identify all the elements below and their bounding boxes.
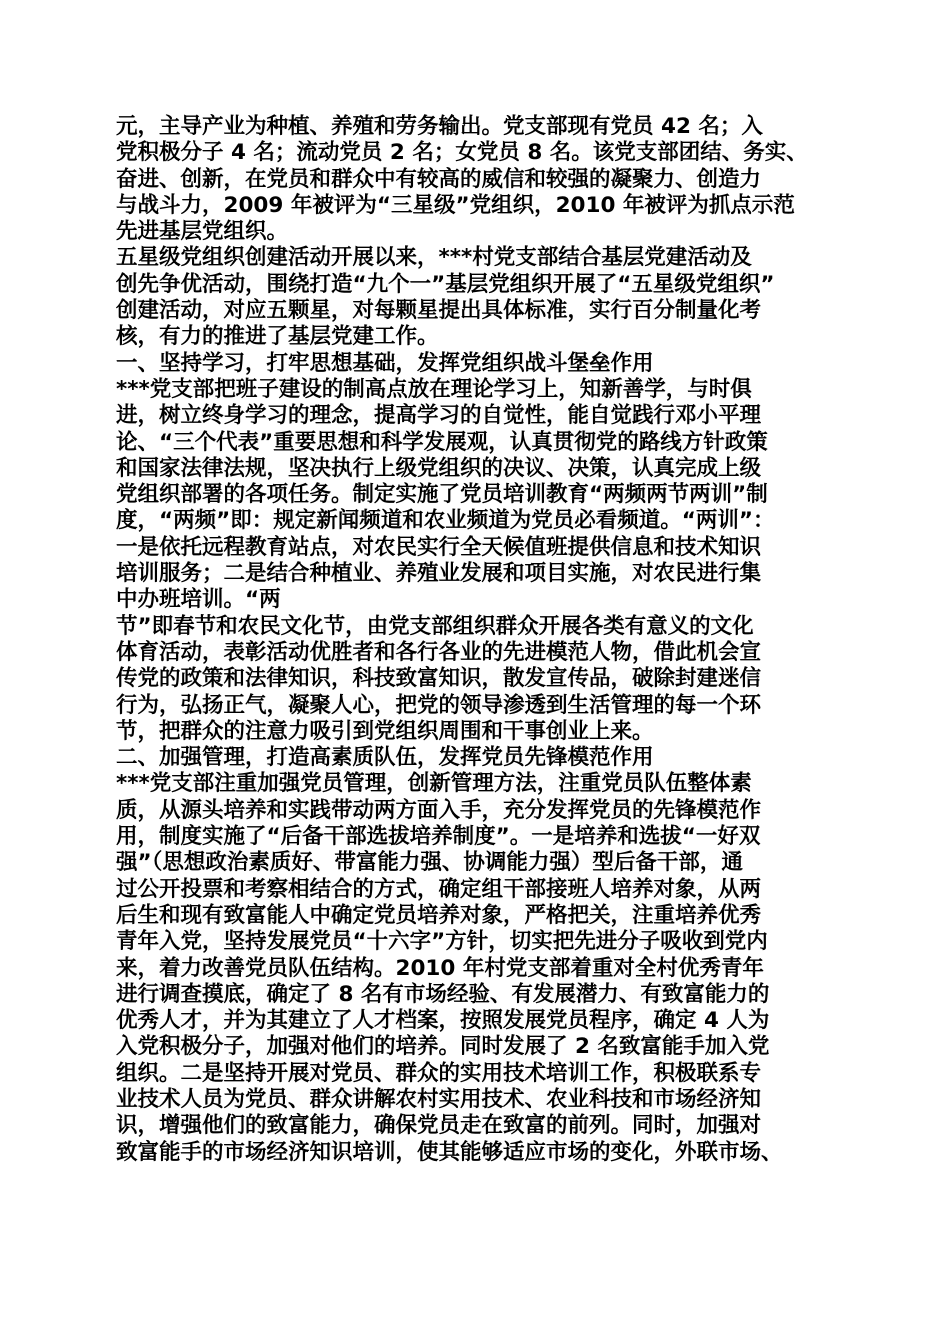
- text-line: 度，“两频”即：规定新闻频道和农业频道为党员必看频道。“两训”：: [116, 508, 775, 534]
- text-line: 一是依托远程教育站点，对农民实行全天候值班提供信息和技术知识: [116, 534, 762, 560]
- text-line: 业技术人员为党员、群众讲解农村实用技术、农业科技和市场经济知: [116, 1086, 762, 1112]
- text-line: 一、坚持学习，打牢思想基础，发挥党组织战斗堡垒作用: [116, 350, 654, 376]
- text-line: 和国家法律法规，坚决执行上级党组织的决议、决策，认真完成上级: [116, 455, 762, 481]
- text-line: 质，从源头培养和实践带动两方面入手，充分发挥党员的先锋模范作: [116, 797, 762, 823]
- text-line: 元，主导产业为种植、养殖和劳务输出。党支部现有党员 42 名；入: [116, 114, 763, 139]
- text-line: 核，有力的推进了基层党建工作。: [116, 324, 439, 350]
- text-line: 节”即春节和农民文化节，由党支部组织群众开展各类有意义的文化: [116, 613, 754, 639]
- text-line: 传党的政策和法律知识，科技致富知识，散发宣传品，破除封建迷信: [116, 666, 762, 692]
- text-line: 后生和现有致富能人中确定党员培养对象，严格把关，注重培养优秀: [116, 902, 762, 928]
- text-line: 二、加强管理，打造高素质队伍，发挥党员先锋模范作用: [116, 745, 654, 771]
- text-line: ***党支部注重加强党员管理，创新管理方法，注重党员队伍整体素: [116, 771, 752, 797]
- text-line: 先进基层党组织。: [116, 219, 289, 245]
- text-line: 论、“三个代表”重要思想和科学发展观，认真贯彻党的路线方针政策: [116, 429, 768, 455]
- text-line: 青年入党，坚持发展党员“十六字”方针，切实把先进分子吸收到党内: [116, 929, 768, 955]
- text-line: 党积极分子 4 名；流动党员 2 名；女党员 8 名。该党支部团结、务实、: [116, 140, 808, 166]
- text-line: 优秀人才，并为其建立了人才档案，按照发展党员程序，确定 4 人为: [116, 1008, 770, 1034]
- text-line: 入党积极分子，加强对他们的培养。同时发展了 2 名致富能手加入党: [116, 1034, 770, 1060]
- text-line: 节，把群众的注意力吸引到党组织周围和干事创业上来。: [116, 718, 654, 744]
- text-line: 组织。二是坚持开展对党员、群众的实用技术培训工作，积极联系专: [116, 1060, 762, 1086]
- text-line: ***党支部把班子建设的制高点放在理论学习上，知新善学，与时俱: [116, 376, 752, 402]
- text-line: 行为，弘扬正气，凝聚人心，把党的领导渗透到生活管理的每一个环: [116, 692, 762, 718]
- text-line: 识，增强他们的致富能力，确保党员走在致富的前列。同时，加强对: [116, 1113, 762, 1139]
- document-page: [116, 114, 856, 1166]
- text-line: 与战斗力，2009 年被评为“三星级”党组织，2010 年被评为抓点示范: [116, 192, 795, 218]
- text-line: 进，树立终身学习的理念，提高学习的自觉性，能自觉践行邓小平理: [116, 403, 762, 429]
- text-line: 体育活动，表彰活动优胜者和各行各业的先进模范人物，借此机会宣: [116, 639, 762, 665]
- text-line: 五星级党组织创建活动开展以来，***村党支部结合基层党建活动及: [116, 245, 752, 271]
- text-line: 强”（思想政治素质好、带富能力强、协调能力强）型后备干部，通: [116, 850, 743, 876]
- text-line: 致富能手的市场经济知识培训，使其能够适应市场的变化，外联市场、: [116, 1139, 783, 1165]
- text-line: 创建活动，对应五颗星，对每颗星提出具体标准，实行百分制量化考: [116, 298, 762, 324]
- text-line: 奋进、创新，在党员和群众中有较高的威信和较强的凝聚力、创造力: [116, 166, 762, 192]
- text-line: 培训服务；二是结合种植业、养殖业发展和项目实施，对农民进行集: [116, 561, 762, 587]
- text-line: 用，制度实施了“后备干部选拔培养制度”。一是培养和选拔“一好双: [116, 824, 761, 850]
- text-line: 来，着力改善党员队伍结构。2010 年村党支部着重对全村优秀青年: [116, 955, 764, 981]
- text-line: 进行调查摸底，确定了 8 名有市场经验、有发展潜力、有致富能力的: [116, 981, 770, 1007]
- text-line: 过公开投票和考察相结合的方式，确定组干部接班人培养对象，从两: [116, 876, 762, 902]
- text-line: 中办班培训。“两: [116, 587, 281, 613]
- text-line: 创先争优活动，围绕打造“九个一”基层党组织开展了“五星级党组织”: [116, 271, 775, 297]
- text-line: 党组织部署的各项任务。制定实施了党员培训教育“两频两节两训”制: [116, 482, 768, 508]
